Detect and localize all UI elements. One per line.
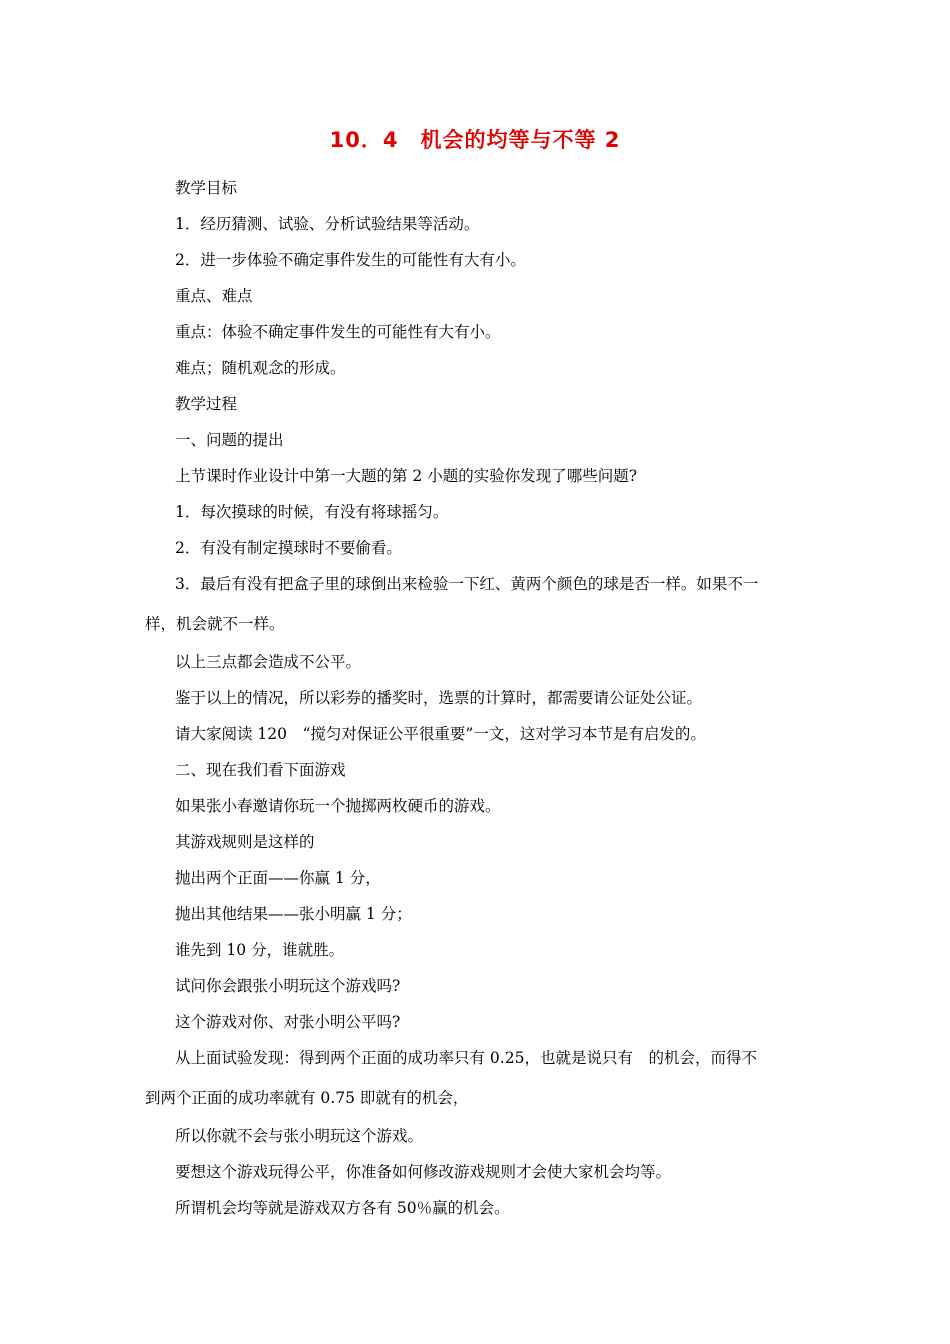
difficult-point-text: 难点；随机观念的形成。	[175, 359, 346, 377]
paragraph-conclusion: 所以你就不会与张小明玩这个游戏。	[175, 1127, 424, 1145]
rule-item-3: 谁先到 10 分，谁就胜。	[175, 941, 345, 959]
section-heading-key-points: 重点、难点	[175, 287, 253, 305]
rule-item-1: 抛出两个正面——你赢 1 分，	[175, 869, 381, 887]
list-item-1: 1．每次摸球的时候，有没有将球摇匀。	[175, 503, 449, 521]
paragraph-finding: 从上面试验发现：得到两个正面的成功率只有 0.25，也就是说只有 的机会，而得不	[175, 1049, 757, 1067]
key-point-text: 重点：体验不确定事件发生的可能性有大有小。	[175, 323, 501, 341]
question-1: 试问你会跟张小明玩这个游戏吗?	[175, 977, 401, 995]
list-item-3: 3．最后有没有把盒子里的球倒出来检验一下红、黄两个颜色的球是否一样。如果不一	[175, 575, 759, 593]
paragraph-previous-lesson: 上节课时作业设计中第一大题的第 2 小题的实验你发现了哪些问题?	[175, 467, 638, 485]
paragraph-finding-continued: 到两个正面的成功率就有 0.75 即就有的机会，	[145, 1089, 469, 1107]
section-heading-teaching-process: 教学过程	[175, 395, 238, 413]
goal-item-2: 2．进一步体验不确定事件发生的可能性有大有小。	[175, 251, 526, 269]
rule-item-2: 抛出其他结果——张小明赢 1 分；	[175, 905, 412, 923]
list-item-3-continued: 样，机会就不一样。	[145, 615, 285, 633]
goal-item-1: 1．经历猜测、试验、分析试验结果等活动。	[175, 215, 480, 233]
paragraph-modify-rules: 要想这个游戏玩得公平，你准备如何修改游戏规则才会使大家机会均等。	[175, 1163, 672, 1181]
subsection-heading-game: 二、现在我们看下面游戏	[175, 761, 346, 779]
section-heading-teaching-goals: 教学目标	[175, 179, 238, 197]
subsection-heading-question: 一、问题的提出	[175, 431, 284, 449]
paragraph-equal-chance: 所谓机会均等就是游戏双方各有 50％赢的机会。	[175, 1199, 510, 1217]
paragraph-notary: 鉴于以上的情况，所以彩券的播奖时，选票的计算时，都需要请公证处公证。	[175, 689, 703, 707]
paragraph-unfair: 以上三点都会造成不公平。	[175, 653, 362, 671]
question-2: 这个游戏对你、对张小明公平吗?	[175, 1013, 401, 1031]
paragraph-invite: 如果张小春邀请你玩一个抛掷两枚硬币的游戏。	[175, 797, 501, 815]
paragraph-reading: 请大家阅读 120 “搅匀对保证公平很重要”一文，这对学习本节是有启发的。	[175, 725, 706, 743]
paragraph-rules: 其游戏规则是这样的	[175, 833, 315, 851]
page-title: 10．4 机会的均等与不等 2	[329, 128, 621, 152]
list-item-2: 2．有没有制定摸球时不要偷看。	[175, 539, 402, 557]
